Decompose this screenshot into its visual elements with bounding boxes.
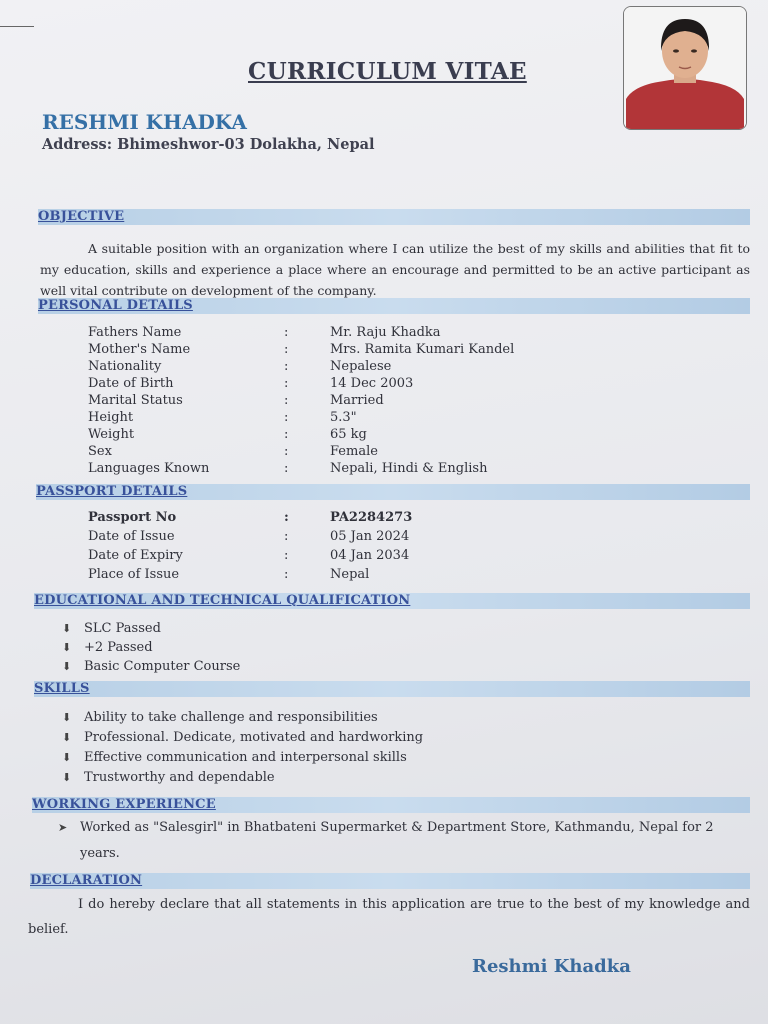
objective-heading: OBJECTIVE [38,209,125,224]
profile-photo [623,6,747,130]
objective-header [38,209,750,225]
arrow-down-bullet-icon: ⬇ [62,660,72,673]
passport-label: Date of Expiry [88,548,183,563]
experience-item [58,820,714,835]
personal-value: Female [330,444,378,459]
passport-value: 04 Jan 2034 [330,548,410,563]
personal-details-header [38,298,750,314]
row-colon: : [284,325,289,340]
skill-item [62,730,423,745]
arrow-down-bullet-icon: ⬇ [62,731,72,744]
declaration-text: I do hereby declare that all statements in this application are true to the best of my knowledge and belief. [28,897,750,937]
personal-label: Mother's Name [88,342,191,357]
passport-value: PA2284273 [330,510,413,525]
education-item [62,640,153,655]
skill-item [62,750,407,765]
objective-text: A suitable position with an organization where I can utilize the best of my skills and abilities that fit to my education, skills and experience a place where an encourage and permitted to be an active participant as well vital contribute on development of the company. [40,241,750,298]
education-heading: EDUCATIONAL AND TECHNICAL QUALIFICATION [34,593,411,608]
skill-item-text: Professional. Dedicate, motivated and hardworking [84,730,424,745]
skill-item-text: Effective communication and interpersonal skills [84,750,407,765]
personal-value: Nepali, Hindi & English [330,461,488,476]
row-colon: : [284,376,289,391]
declaration-heading: DECLARATION [30,873,143,888]
passport-value: Nepal [330,567,370,582]
personal-value: 65 kg [330,427,367,442]
signature-name: Reshmi Khadka [472,956,631,977]
applicant-name: RESHMI KHADKA [42,110,247,134]
personal-value: Married [330,393,384,408]
experience-item-text: Worked as "Salesgirl" in Bhatbateni Supermarket & Department Store, Kathmandu, Nepal for 2 [80,820,714,835]
experience-item-continued: years. [80,846,120,861]
row-colon: : [284,410,289,425]
experience-heading: WORKING EXPERIENCE [32,797,216,812]
education-item [62,621,161,636]
edge-line [0,26,34,27]
personal-label: Weight [88,427,135,442]
personal-label: Date of Birth [88,376,174,391]
education-item-text: SLC Passed [84,621,161,636]
row-colon: : [284,548,289,563]
personal-value: Nepalese [330,359,392,374]
arrowhead-right-icon: ➤ [58,821,68,834]
passport-value: 05 Jan 2024 [330,529,410,544]
personal-value: Mrs. Ramita Kumari Kandel [330,342,515,357]
skills-heading: SKILLS [34,681,90,696]
arrow-down-bullet-icon: ⬇ [62,622,72,635]
education-header [34,593,750,609]
row-colon: : [284,444,289,459]
personal-value: Mr. Raju Khadka [330,325,441,340]
passport-details-heading: PASSPORT DETAILS [36,484,188,499]
row-colon: : [284,427,289,442]
row-colon: : [284,461,289,476]
personal-label: Nationality [88,359,162,374]
row-colon: : [284,393,289,408]
education-item-text: +2 Passed [84,640,153,655]
row-colon: : [284,567,289,582]
personal-label: Languages Known [88,461,210,476]
personal-details-heading: PERSONAL DETAILS [38,298,193,313]
personal-label: Marital Status [88,393,183,408]
skill-item-text: Trustworthy and dependable [84,770,275,785]
skill-item [62,710,378,725]
skill-item [62,770,275,785]
applicant-address: Address: Bhimeshwor-03 Dolakha, Nepal [42,136,375,153]
skill-item-text: Ability to take challenge and responsibilities [84,710,378,725]
personal-label: Sex [88,444,112,459]
row-colon: : [284,342,289,357]
row-colon: : [284,359,289,374]
personal-label: Fathers Name [88,325,182,340]
personal-label: Height [88,410,134,425]
personal-value: 5.3" [330,410,357,425]
declaration-header [30,873,750,889]
passport-label: Place of Issue [88,567,180,582]
arrow-down-bullet-icon: ⬇ [62,771,72,784]
row-colon: : [284,529,289,544]
passport-details-header [36,484,750,500]
passport-label: Passport No [88,510,177,525]
document-title: CURRICULUM VITAE [248,58,527,85]
arrow-down-bullet-icon: ⬇ [62,751,72,764]
personal-value: 14 Dec 2003 [330,376,414,391]
passport-label: Date of Issue [88,529,175,544]
arrow-down-bullet-icon: ⬇ [62,711,72,724]
profile-photo-icon [624,7,746,129]
education-item [62,659,240,674]
row-colon: : [284,510,289,525]
arrow-down-bullet-icon: ⬇ [62,641,72,654]
education-item-text: Basic Computer Course [84,659,241,674]
skills-header [34,681,750,697]
experience-header [32,797,750,813]
